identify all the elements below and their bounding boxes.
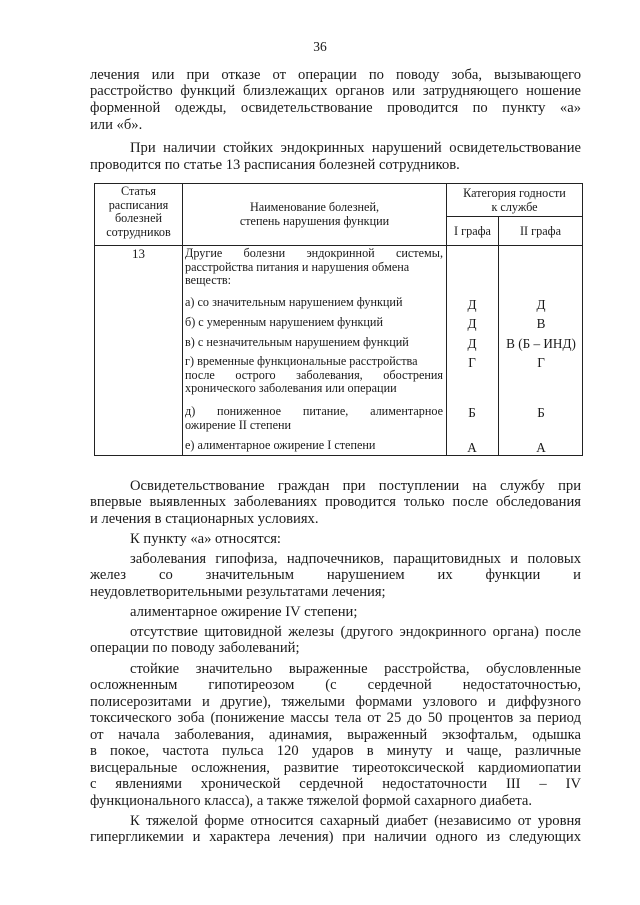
- article-number: 13: [132, 246, 145, 261]
- body-a-line-3: и лечения в стационарных условиях.: [90, 511, 319, 527]
- body-g-line-1: К тяжелой форме относится сахарный диабет (независимо от уровня: [130, 813, 581, 829]
- body-b-line-1: К пункту «а» относятся:: [130, 531, 281, 547]
- header-disease-name: Наименование болезней, степень нарушения функции: [239, 200, 390, 228]
- body-f-line-4: токсического зоба (понижение массы тела от 25 до 50 процентов за период: [90, 710, 581, 726]
- row-v-col-ii: В (Б – ИНД): [506, 336, 576, 351]
- row-d-text: д) пониженное питание, алиментарное ожирение II степени: [185, 404, 443, 432]
- intro-paragraph-2-line-1: При наличии стойких эндокринных нарушений освидетельствование: [130, 140, 581, 156]
- body-f-line-7: висцеральные осложнения, развитие тиреотоксической кардиомиопатии: [90, 760, 581, 776]
- row-g-col-ii: Г: [537, 355, 545, 370]
- header-column-i: I графа: [454, 224, 491, 238]
- row-e-col-ii: А: [536, 440, 546, 455]
- disease-schedule-table: [94, 183, 583, 456]
- row-e-col-i: А: [467, 440, 477, 455]
- body-e-line-1: отсутствие щитовидной железы (другого эндокринного органа) после: [130, 624, 581, 640]
- row-a-text: а) со значительным нарушением функций: [185, 295, 403, 309]
- intro-line-3: форменной одежды, освидетельствование проводится по пункту «а»: [90, 100, 581, 116]
- article-intro: Другие болезни эндокринной системы, расстройства питания и нарушения обмена веществ:: [185, 246, 443, 288]
- body-f-line-5: от начала заболевания, адинамия, выраженный экзофтальм, одышка: [90, 727, 581, 743]
- intro-line-2: расстройство функций близлежащих органов или затрудняющего ношение: [90, 83, 581, 99]
- body-c-line-2: желез со значительным нарушением их функции и: [90, 567, 581, 583]
- row-g-text: г) временные функциональные расстройства после острого заболевания, обострения хронического заболевания или операции: [185, 354, 443, 396]
- row-b-text: б) с умеренным нарушением функций: [185, 315, 383, 329]
- page-number: 36: [313, 39, 327, 54]
- row-d-col-i: Б: [468, 405, 476, 420]
- intro-paragraph-2-line-2: проводится по статье 13 расписания болезней сотрудников.: [90, 157, 460, 173]
- header-article: Статья расписания болезней сотрудников: [106, 184, 171, 239]
- body-f-line-1: стойкие значительно выраженные расстройства, обусловленные: [130, 661, 581, 677]
- row-b-col-ii: В: [536, 316, 546, 331]
- intro-line-1: лечения или при отказе от операции по поводу зоба, вызывающего: [90, 67, 581, 83]
- row-d-col-ii: Б: [537, 405, 545, 420]
- body-a-line-1: Освидетельствование граждан при поступлении на службу при: [130, 478, 581, 494]
- body-e-line-2: операции по поводу заболеваний;: [90, 640, 300, 656]
- header-column-ii: II графа: [520, 224, 561, 238]
- body-c-line-3: неудовлетворительными результатами лечения;: [90, 584, 386, 600]
- body-c-line-1: заболевания гипофиза, надпочечников, паращитовидных и половых: [130, 551, 581, 567]
- row-b-col-i: Д: [467, 316, 477, 331]
- body-f-line-8: с явлениями хронической сердечной недостаточности III – IV: [90, 776, 581, 792]
- header-fitness-category: Категория годности к службе: [463, 186, 566, 214]
- body-f-line-3: полисерозитами и другие), тяжелыми формами узлового и диффузного: [90, 694, 581, 710]
- body-f-line-9: функционального класса), а также тяжелой формой сахарного диабета.: [90, 793, 533, 809]
- body-f-line-2: осложненным гипотиреозом (с сердечной недостаточностью,: [90, 677, 581, 693]
- row-e-text: е) алиментарное ожирение I степени: [185, 438, 376, 452]
- intro-line-4: или «б».: [90, 117, 143, 133]
- body-g-line-2: гипергликемии и характера лечения) при наличии одного из следующих: [90, 829, 581, 845]
- row-a-col-i: Д: [467, 297, 477, 312]
- body-a-line-2: впервые выявленных заболеваниях проводится только после обследования: [90, 494, 581, 510]
- row-g-col-i: Г: [468, 355, 476, 370]
- row-v-col-i: Д: [467, 336, 477, 351]
- body-f-line-6: в покое, частота пульса 120 ударов в минуту и чаще, различные: [90, 743, 581, 759]
- body-d-line-1: алиментарное ожирение IV степени;: [130, 604, 358, 620]
- row-a-col-ii: Д: [536, 297, 546, 312]
- row-v-text: в) с незначительным нарушением функций: [185, 335, 409, 349]
